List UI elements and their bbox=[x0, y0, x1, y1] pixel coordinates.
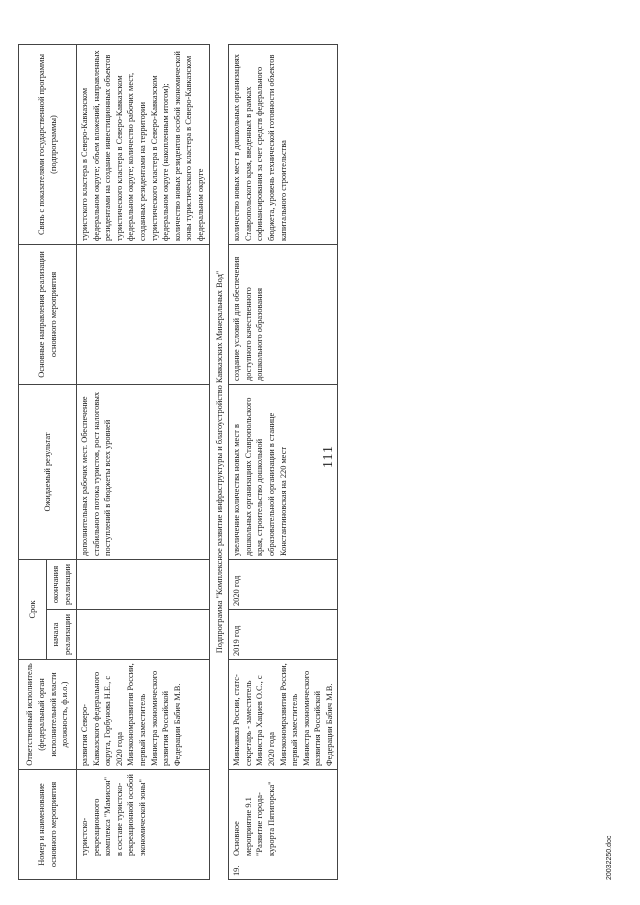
cell-result: дополнительных рабочих мест. Обеспечение стабильного потока туристов, рост налоговых поступлений в бюджеты всех уровней bbox=[77, 385, 210, 560]
cell-link: туристского кластера в Северо-Кавказском федеральном округе; объем вложений, направленных резидентами на создание инвестиционных объектов туристического кластера в Северо-Кавказском федеральном округе; количество рабочих мест, созданных резидентами на территории туристического кластера в Северо-Кавказском федеральном округе (накопленным итогом); количество новых резидентов особой экономической зоны туристического кластера в Северо-Кавказском федеральном округе bbox=[77, 45, 210, 245]
table-row bbox=[77, 45, 210, 880]
cell-result: увеличение количества новых мест в дошкольных организациях Ставропольского края, строительство дошкольной образовательной организации в станице Константиновская на 220 мест bbox=[229, 385, 338, 560]
cell-start bbox=[77, 610, 210, 660]
header-directions: Основные направления реализации основного мероприятия bbox=[19, 245, 77, 385]
cell-directions bbox=[77, 245, 210, 385]
header-start: начала реализации bbox=[47, 610, 77, 660]
cell-directions: создание условий для обеспечения доступного качественного дошкольного образования bbox=[229, 245, 338, 385]
header-responsible: Ответственный исполнитель (федеральный орган исполнительной власти должность, ф.и.о.) bbox=[19, 660, 77, 770]
document-id: 20032250.doc bbox=[606, 835, 613, 880]
row-number: 19. bbox=[232, 865, 242, 876]
header-period: Срок bbox=[19, 560, 47, 660]
cell-link: количество новых мест в дошкольных организациях Ставропольского края, введенных в рамках софинансирования за счет средств федерального бюджета, уровень технической готовности объектов капитального строительства bbox=[229, 45, 338, 245]
cell-end bbox=[77, 560, 210, 610]
cell-name bbox=[77, 770, 210, 880]
cell-name bbox=[229, 770, 338, 880]
header-result: Ожидаемый результат bbox=[19, 385, 77, 560]
page-number: 111 bbox=[321, 445, 336, 468]
cell-responsible: развития Северо-Кавказского федерального округа, Горбунова Н.Е., с 2020 года Минэкономразвития России, первый заместитель Министра экономического развития Российской Федерации Бабич М.В. bbox=[77, 660, 210, 770]
cell-name-text: Основное мероприятие 9.1 "Развитие города-курорта Пятигорска" bbox=[232, 781, 276, 856]
cell-end: 2020 год bbox=[229, 560, 338, 610]
subprogram-row bbox=[209, 45, 229, 880]
header-link: Связь с показателями государственной программы (подпрограммы) bbox=[19, 45, 77, 245]
cell-name-text: туристско-рекреационного комплекса "Мамисон" в составе туристско-рекреационной особой экономической зоны" bbox=[80, 774, 147, 856]
table-header-row bbox=[19, 45, 47, 880]
cell-responsible: Минкавказ России, статс-секретарь - заместитель Министра Хациев О.С., с 2020 года Минэкономразвития России, первый заместитель Министра экономического развития Российской Федерации Бабич М.В. bbox=[229, 660, 338, 770]
program-table bbox=[18, 44, 338, 880]
cell-start: 2019 год bbox=[229, 610, 338, 660]
rotated-sheet bbox=[18, 40, 618, 880]
header-end: окончания реализации bbox=[47, 560, 77, 610]
header-number-name: Номер и наименование основного мероприятия bbox=[19, 770, 77, 880]
subprogram-title: Подпрограмма "Комплексное развитие инфраструктуры и благоустройство Кавказских Минеральных Вод" bbox=[209, 45, 229, 880]
table-row bbox=[229, 45, 338, 880]
